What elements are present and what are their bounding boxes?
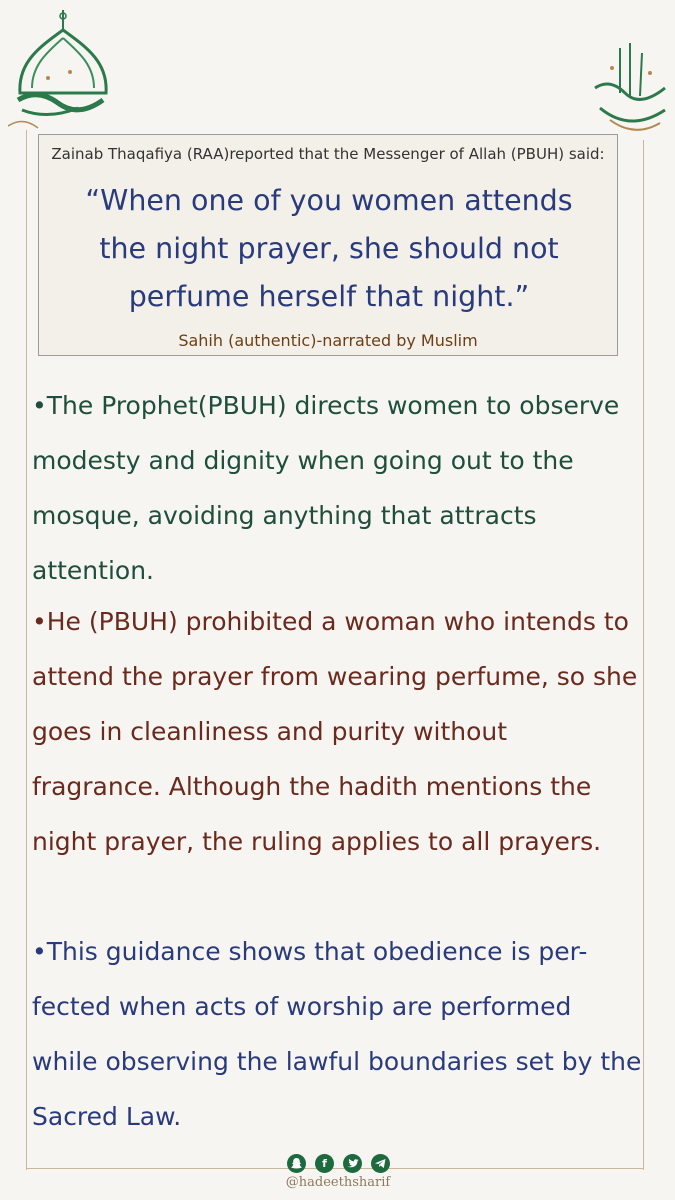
dome-logo bbox=[8, 8, 108, 133]
calligraphy-logo bbox=[590, 38, 672, 138]
social-icons bbox=[283, 1152, 393, 1176]
hadith-narrator: Zainab Thaqafiya (RAA)reported that the Messenger of Allah (PBUH) said: bbox=[51, 145, 605, 163]
hadith-source: Sahih (authentic)-narrated by Muslim bbox=[178, 331, 478, 350]
bullet-marker: • bbox=[32, 937, 47, 966]
frame-right-line bbox=[643, 140, 644, 1170]
point-3-text: This guidance shows that obedience is per-fected when acts of worship are performed while observing the lawful boundaries set by the Sacred Law. bbox=[32, 937, 642, 1131]
telegram-icon[interactable] bbox=[371, 1154, 390, 1173]
hadith-quote: “When one of you women attends the night prayer, she should not perfume herself that night.” bbox=[85, 184, 573, 313]
point-2-text: He (PBUH) prohibited a woman who intends to attend the prayer from wearing perfume, so she goes in cleanliness and purity without fragrance. Although the hadith mentions the night prayer, the ruling applies to all prayers. bbox=[32, 607, 638, 856]
point-1-text: The Prophet(PBUH) directs women to observe modesty and dignity when going out to the mosque, avoiding anything that attracts attention. bbox=[32, 391, 620, 585]
bullet-marker: • bbox=[32, 607, 47, 636]
point-3 bbox=[32, 924, 642, 1144]
social-handle[interactable]: @hadeethsharif bbox=[285, 1175, 391, 1190]
bullet-marker: • bbox=[32, 391, 47, 420]
frame-left-line bbox=[26, 130, 27, 1170]
snapchat-icon[interactable] bbox=[287, 1154, 306, 1173]
twitter-icon[interactable] bbox=[343, 1154, 362, 1173]
hadith-box bbox=[38, 134, 618, 356]
facebook-icon[interactable]: f bbox=[315, 1154, 334, 1173]
point-2 bbox=[32, 594, 642, 869]
point-1 bbox=[32, 378, 642, 598]
